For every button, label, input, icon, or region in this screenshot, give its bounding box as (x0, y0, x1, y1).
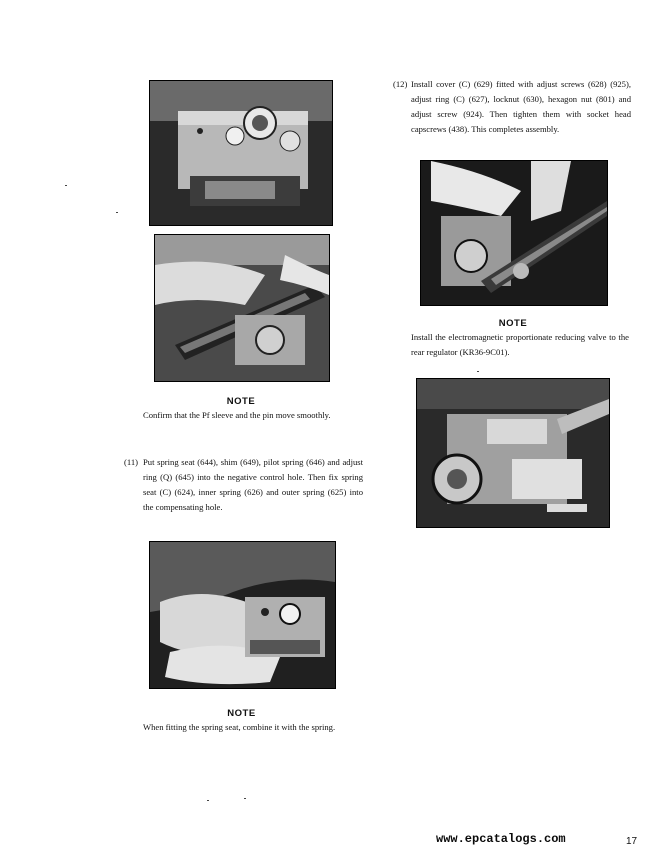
step-text: Install cover (C) (629) fitted with adjust screws (628) (925), adjust ring (C) (627), locknut (630), hexagon nut (801) and adjust screw (924). Then tighten them with socket head capscrews (438). This completes assembly. (411, 79, 631, 134)
note-title: NOTE (227, 708, 256, 719)
scan-speck (477, 371, 479, 372)
scan-speck (244, 798, 246, 799)
photo-regulator-installed (416, 378, 610, 528)
note-text: Install the electromagnetic proportionate reducing valve to the rear regulator (KR36-9C01). (411, 332, 629, 357)
photo-inserting-sleeve (154, 234, 330, 382)
photo-spring-seat (149, 541, 336, 689)
step-text: Put spring seat (644), shim (649), pilot spring (646) and adjust ring (Q) (645) into the negative control hole. Then fix spring seat (C) (624), inner spring (626) and outer spring (625) into the compensating hole. (143, 457, 363, 512)
page-number: 17 (626, 836, 638, 847)
step-number: (12) (393, 79, 408, 89)
note-title: NOTE (498, 318, 528, 329)
note-title: NOTE (226, 396, 256, 407)
scan-speck (207, 800, 209, 801)
note-text: Confirm that the Pf sleeve and the pin move smoothly. (143, 410, 331, 420)
scan-speck (65, 185, 67, 186)
note-text: When fitting the spring seat, combine it with the spring. (143, 722, 336, 732)
footer-url[interactable]: www.epcatalogs.com (436, 832, 566, 846)
photo-regulator-body (149, 80, 333, 226)
step-number: (11) (124, 457, 138, 467)
photo-tightening-capscrews (420, 160, 608, 306)
scan-speck (116, 212, 118, 213)
